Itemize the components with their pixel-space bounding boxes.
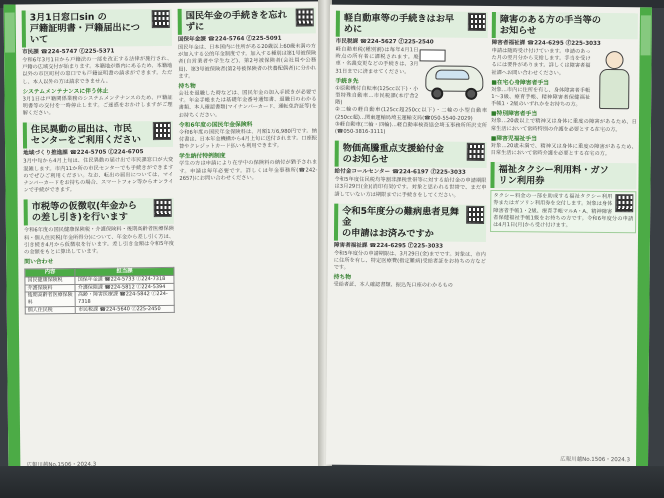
section-body: 令和5年度分の申請期限は、3月29日(金)までです。対象は、市内に住所を有し、特定医療費(指定難病)受給者証をお持ちの方などです。 [333, 250, 486, 272]
section-header [22, 9, 172, 48]
background-bottom [0, 466, 664, 498]
contact-table [24, 267, 174, 315]
left-column-1 [22, 9, 175, 320]
section-body: 申請は随時受け付けています。申請のあった月の翌月分から支給します。手当を受けるには要件があります。詳しくは障害者福祉課へお問い合わせください。 [491, 48, 591, 77]
section-shougai [491, 12, 638, 159]
section-header [335, 141, 487, 168]
table-cell: 介護保険料 [25, 284, 75, 292]
table-cell: 国民健康保険税 [25, 277, 75, 285]
section-subhead: ■在宅心身障害者手当 [491, 79, 550, 87]
contact-info: 障害者福祉課 ☎224-6295 ⓕ225-3033 [333, 242, 444, 250]
section-title: 物価高騰重点支援給付金 のお知らせ [342, 142, 444, 166]
section-bukka [334, 141, 486, 200]
section-body-2: 対象…市内に住所を有し、身体障害者手帳1～3級、療育手帳、精神障害者保健福祉手帳1・2級のいずれかをお持ちの方。 [491, 86, 591, 109]
section-title: 3月1日窓口sin の 戸籍証明書・戸籍届出について [29, 11, 140, 46]
qr-code-icon [467, 143, 485, 161]
section-subhead-3: 学生納付特例制度 [179, 153, 226, 161]
qr-code-icon [466, 206, 484, 224]
qr-code-icon [152, 10, 170, 28]
section-body-4: 学生の方は申請により在学中の保険料の納付が猶予されます。申請は毎年必要です。詳しくは年金事務所(☎242-2657)にお問い合わせください。 [179, 159, 318, 182]
section-title: 軽自動車等の手続きはお早めに [343, 12, 455, 35]
section-body-2: 会社を退職した時などは、国民年金の加入手続きが必要です。年金手帳または基礎年金番号通知書、退職日のわかる書類、本人確認書類(マイナンバーカード、運転免許証等)をお持ちください。 [178, 89, 317, 119]
section-title: 市税等の仮徴収(年金から の差し引き)を行います [31, 200, 137, 224]
section-header [23, 121, 173, 149]
section-subhead-3: ■障害児福祉手当 [490, 135, 537, 143]
section-subhead-2: ■特別障害者手当 [491, 111, 538, 118]
family-illustration-icon [593, 49, 638, 111]
section-subhead: システムメンテナンスに伴う休止 [22, 88, 109, 96]
page-footer: 広報川越No.1506・2024.3 [560, 456, 631, 464]
section-body: 令和6年度の国民健康保険税・介護保険料・後期高齢者医療保険料・個人住民税(年金所得分)について、年金から差し引く方は、引き続き4月から仮徴収を行います。差し引き金額は令和5年度の金額をもとに算出しています。 [23, 226, 175, 256]
qr-code-icon [296, 8, 314, 26]
table-cell: 高齢・障害医療課 ☎224-5842 ⓕ224-7318 [75, 291, 174, 306]
qr-code-icon [153, 122, 171, 140]
table-header-content: 内容 [25, 269, 75, 278]
taxi-info-box [490, 190, 636, 233]
list-item: ②二輪の軽自動車(125cc超250cc以下)・二輪の小型自動車(250cc超)…関東運輸局埼玉運輸支局(☎050-5540-2029) [335, 107, 488, 122]
section-subhead: 持ち物 [178, 83, 196, 90]
section-body-3: 令和6年度の国民年金保険料は、月額1万6,980円です。納付書は、日本年金機構から4月上旬に送付されます。口座振替やクレジットカード払いも利用できます。 [178, 128, 318, 151]
right-column-2 [490, 12, 638, 239]
section-koseki [22, 9, 173, 118]
qr-code-icon [468, 13, 486, 31]
section-jumin [23, 121, 174, 195]
section-title: 国民年金の手続きを忘れずに [185, 9, 287, 33]
left-column-2 [178, 7, 318, 187]
left-edge-tab [4, 5, 21, 473]
table-row [25, 305, 174, 314]
section-shizei [24, 198, 175, 314]
section-kei [335, 11, 488, 138]
section-body: 国民年金は、日本国内に住所がある20歳以上60歳未満の方が加入する公的年金制度です。加入する種別は第1号被保険者(自営業者や学生など)、第2号被保険者(会社員や公務員)、第3号被保険者(第2号被保険者の扶養配偶者)に分かれます。 [177, 43, 317, 80]
table-cell: 個人住民税 [25, 306, 75, 314]
section-body-2: 受給者証、本人確認書類、振込先口座のわかるもの [333, 282, 453, 290]
contact-info: 市民税課 ☎224-5627 ⓕ225-2540 [335, 38, 434, 46]
section-header [334, 203, 486, 241]
contact-info: 国保年金課 ☎224-5764 ⓕ225-5091 [177, 35, 282, 43]
section-title: 住民異動の届出は、市民 センターをご利用ください [30, 123, 141, 147]
section-title: 令和5年度分の難病患者見舞金 の申請はお済みですか [341, 205, 459, 240]
car-illustration-icon [421, 47, 488, 106]
section-header [490, 162, 636, 189]
section-header [178, 7, 316, 34]
section-subhead: 持ち物 [333, 275, 352, 282]
section-subhead: 問い合わせ [24, 259, 54, 266]
table-header-dept: 担当課 [75, 268, 174, 277]
qr-code-icon [615, 194, 633, 212]
table-cell: 後期高齢者医療保険料 [25, 292, 75, 307]
section-body-3: 対象…20歳以上で精神又は身体に重度の障害があるため、日常生活において常時特別の介護を必要とする在宅の方。 [490, 118, 638, 133]
section-taxi [490, 162, 637, 233]
section-body-2: 3月1日は戸籍関係業務のシステムメンテナンスのため、戸籍証明書等の交付を一時停止します。ご迷惑をおかけしますがご理解ください。 [22, 94, 173, 117]
section-subhead: 手続き先 [335, 78, 359, 85]
contact-info: 市民課 ☎224-5747 ⓕ225-5371 [22, 48, 115, 56]
table-cell: 介護保険課 ☎224-5812 ⓕ224-5394 [75, 283, 174, 292]
section-header [24, 198, 174, 226]
section-body: 3月中旬から4月上旬は、住民異動の届け出で市民課窓口が大変混雑します。市内11か所の市民センターでも手続きができますのでぜひご利用ください。なお、転出の届出については、マイナンバーカードをお持ちの場合、スマートフォン等からオンラインで手続ができます。 [23, 157, 174, 194]
table-cell: 市民税課 ☎224-5640 ⓕ225-2450 [76, 305, 175, 314]
section-body: 軽自動車税(種別割)は毎年4月1日時点の所有者に課税されます。廃車・名義変更などの手続きは、3月31日までに済ませてください。 [335, 46, 419, 75]
table-row [25, 291, 174, 307]
section-title: 福祉タクシー利用料・ガソリン利用券 [498, 164, 609, 187]
contact-info: 給付金コールセンター ☎224-6197 ⓕ225-3033 [334, 168, 466, 177]
qr-code-icon [154, 199, 172, 217]
right-column-1 [333, 11, 487, 296]
contact-info: 障害者福祉課 ☎224-6295 ⓕ225-3033 [491, 40, 601, 47]
right-edge-tab [636, 7, 652, 467]
section-nenkin [178, 7, 318, 182]
section-body: 令和5年度住民税均等割非課税世帯等に対する給付金の申請期限は3月29日(金)(消印有効)です。対象と思われる世帯で、まだ申請していない方は期限までに手続きをしてください。 [334, 176, 487, 199]
list-item: ③軽自動車(三輪・四輪)…軽自動車検査協会埼玉事務所所沢支所(☎050-3816-3111) [334, 121, 487, 136]
section-header [492, 12, 638, 39]
section-title: 障害のある方の手当等の お知らせ [499, 14, 601, 37]
section-body-4: 対象…20歳未満で、精神又は身体に重度の障害があるため、日常生活において常時介護を必要とする在宅の方。 [490, 142, 637, 158]
right-page [326, 5, 652, 468]
section-subhead-2: 令和6年度の国民年金保険料 [178, 121, 253, 129]
section-body: 令和6年3月1日から戸籍法の一部を改正する法律が施行され、戸籍の広域交付が始まります。本籍地が県内にあるため、本籍地以外の市区町村の窓口でも戸籍証明書の請求ができます。ただし、本人以外の方は請求できません。 [22, 55, 173, 86]
list-item: ①原動機付自転車(125cc以下)・小型特殊自動車…市民税課(本庁舎2階) [335, 85, 419, 106]
contact-info: 地域づくり推進課 ☎224-5705 ⓕ224-6705 [23, 149, 144, 157]
left-page [4, 1, 327, 472]
section-body: タクシー料金の一部を助成する福祉タクシー利用券またはガソリン利用券を交付します。対象は身体障害者手帳1・2級、療育手帳マルA・A、精神障害者保健福祉手帳1級をお持ちの方です。令和6年度分の申請は4月1日(月)から受け付けます。 [493, 193, 634, 229]
section-nanbyo [334, 203, 487, 290]
table-cell: 国保年金課 ☎224-5733 ⓕ224-7318 [75, 276, 174, 285]
section-header [336, 11, 488, 38]
